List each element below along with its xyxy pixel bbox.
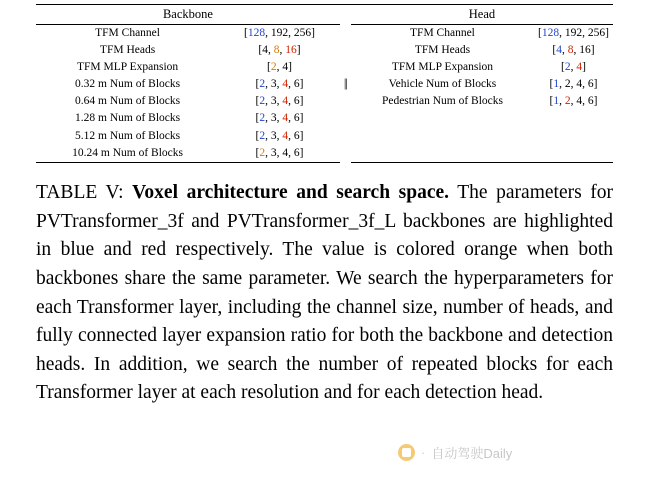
caption-title: Voxel architecture and search space. [132, 181, 450, 203]
backbone-param-name-0: TFM Channel [36, 24, 219, 42]
head-param-name-5 [351, 110, 534, 127]
caption-label: TABLE V: [36, 181, 133, 203]
head-param-name-2: TFM MLP Expansion [391, 60, 494, 73]
column-separator: || [340, 5, 351, 163]
table-row [36, 59, 613, 76]
backbone-param-name-5: 1.28 m Num of Blocks [75, 112, 181, 125]
backbone-param-value-7: [2, 3, 4, 6] [219, 145, 340, 163]
table-region [0, 0, 649, 163]
head-param-name-7 [351, 145, 534, 163]
table-row [36, 24, 613, 42]
table-header-row [36, 5, 613, 25]
backbone-param-value-3: [2, 3, 4, 6] [255, 78, 304, 91]
head-param-name-4: Pedestrian Num of Blocks [381, 95, 503, 108]
head-param-value-4: [1, 2, 4, 6] [549, 95, 598, 108]
backbone-param-value-0: [128, 192, 256] [219, 24, 340, 42]
architecture-search-space-table [36, 4, 613, 163]
table-row [36, 110, 613, 127]
table-row [36, 93, 613, 110]
backbone-param-value-5: [2, 3, 4, 6] [255, 112, 304, 125]
head-param-name-3: Vehicle Num of Blocks [388, 78, 497, 91]
head-param-value-7 [534, 145, 613, 163]
watermark-separator: · [421, 445, 426, 460]
head-param-name-6 [351, 128, 534, 145]
table-row [36, 128, 613, 145]
table-row [36, 42, 613, 59]
head-param-value-5 [534, 110, 613, 127]
table-caption [0, 163, 649, 408]
head-param-value-2: [2, 4] [561, 60, 586, 73]
watermark [398, 443, 512, 462]
backbone-param-name-6: 5.12 m Num of Blocks [75, 129, 181, 142]
caption-body: The parameters for PVTransformer_3f and PVTransformer_3f_L backbones are highlighted in blue and red respectively. The value is colored orange when both backbones share the same parameter. We search the hyperparameters for each Transformer layer, including the channel size, number of heads, and fully connected layer expansion ratio for both the backbone and detection heads. In addition, we search the number of repeated blocks for each Transformer layer at each resolution and for each detection head. [36, 181, 613, 404]
watermark-logo-icon [398, 444, 415, 461]
head-param-value-1: [4, 8, 16] [552, 43, 595, 56]
backbone-param-name-7: 10.24 m Num of Blocks [36, 145, 219, 163]
table-body [36, 5, 613, 163]
table-row [36, 76, 613, 93]
backbone-param-name-1: TFM Heads [99, 43, 156, 56]
head-param-value-6 [534, 128, 613, 145]
backbone-param-name-4: 0.64 m Num of Blocks [75, 95, 181, 108]
head-param-value-0: [128, 192, 256] [534, 24, 613, 42]
backbone-param-value-1: [4, 8, 16] [258, 43, 301, 56]
backbone-param-value-4: [2, 3, 4, 6] [255, 95, 304, 108]
watermark-brand: 自动驾驶Daily [431, 446, 513, 461]
backbone-param-value-6: [2, 3, 4, 6] [255, 129, 304, 142]
header-head: Head [351, 5, 613, 25]
backbone-param-name-3: 0.32 m Num of Blocks [75, 78, 181, 91]
header-backbone: Backbone [36, 5, 340, 25]
backbone-param-name-2: TFM MLP Expansion [76, 60, 179, 73]
head-param-name-1: TFM Heads [414, 43, 471, 56]
head-param-name-0: TFM Channel [351, 24, 534, 42]
table-row [36, 145, 613, 163]
backbone-param-value-2: [2, 4] [267, 60, 292, 73]
head-param-value-3: [1, 2, 4, 6] [549, 78, 598, 91]
